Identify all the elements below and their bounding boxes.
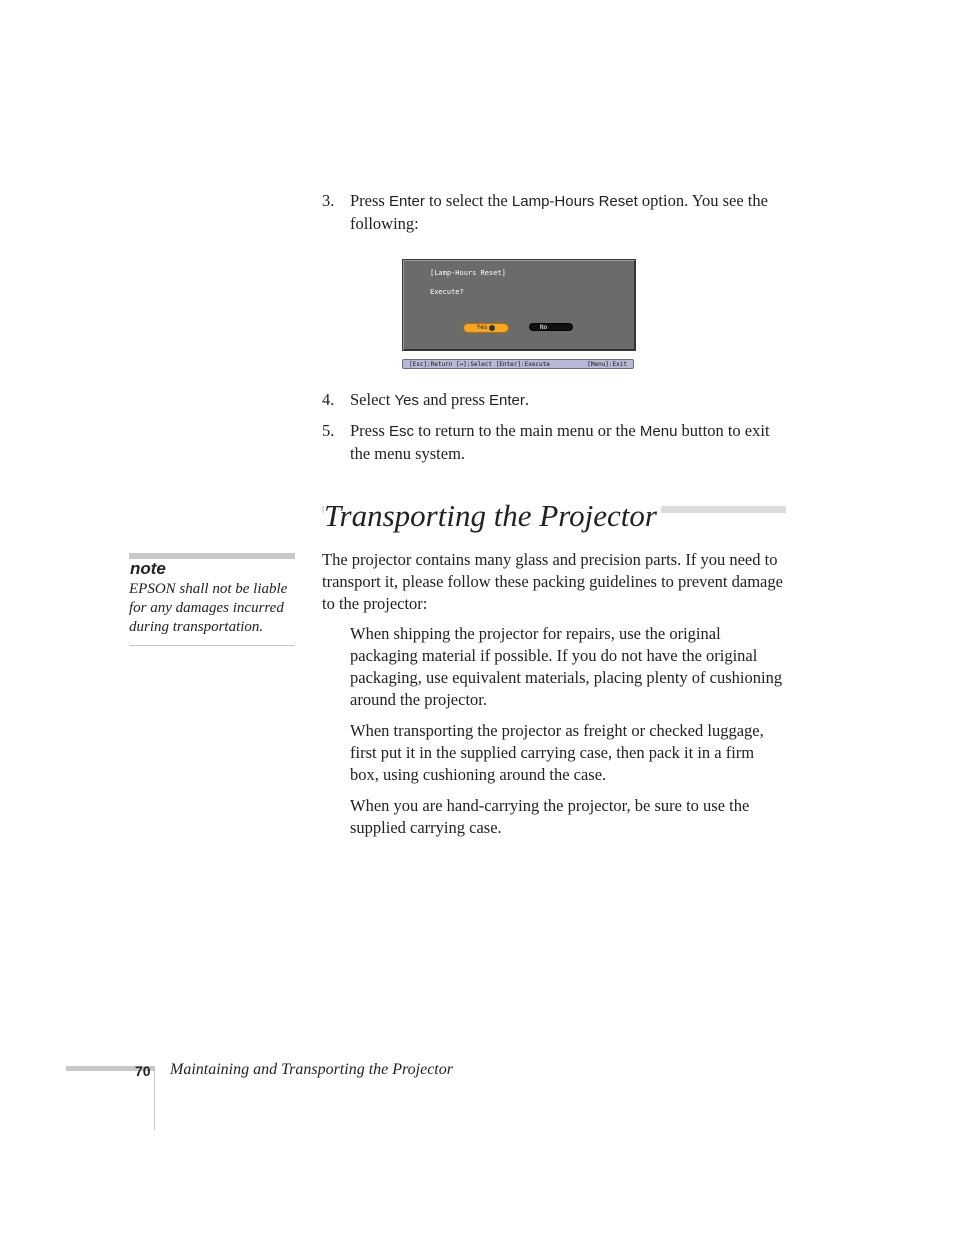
step-number: 4. [322,390,335,409]
no-label: No [540,324,548,331]
help-bar-left: [Esc]:Return [↔]:Select [Enter]:Execute [409,361,550,368]
guideline-paragraph: When shipping the projector for repairs, use the original packaging material if possible. If you do not have the original packaging, use equivalent materials, placing plenty of cushioning around the projector. [350,624,783,709]
step-4 [322,389,784,412]
step-text: Press Enter to select the Lamp-Hours Reset option. You see the following: [350,191,768,233]
key-enter: Enter [489,392,525,409]
step-5 [322,420,784,465]
enter-icon [489,325,495,331]
key-enter: Enter [388,193,425,210]
guideline-paragraph: When you are hand-carrying the projector, be sure to use the supplied carrying case. [350,796,750,837]
yes-label: Yes [476,324,488,331]
step-3 [322,190,784,235]
dialog-title: [Lamp-Hours Reset] [430,269,506,277]
key-menu: Menu [639,423,678,440]
section-heading: Transporting the Projector [324,496,661,536]
intro-paragraph: The projector contains many glass and precision parts. If you need to transport it, please follow these packing guidelines to prevent damage to the projector: [322,550,783,613]
step-number: 5. [322,421,335,440]
option-lamp-hours-reset: Lamp-Hours Reset [511,193,638,210]
yes-button[interactable] [463,323,509,333]
note-label: note [130,559,166,578]
note-text: EPSON shall not be liable for any damages incurred during transportation. [129,581,288,635]
option-yes: Yes [394,392,419,409]
key-esc: Esc [388,423,414,440]
footer-divider [154,1066,155,1130]
footer-chapter-title: Maintaining and Transporting the Projector [170,1061,453,1078]
dialog-help-bar [402,359,634,369]
step-text: Select Yes and press Enter. [350,390,530,409]
step-text: Press Esc to return to the main menu or the Menu button to exit the menu system. [350,421,770,463]
guideline-paragraph: When transporting the projector as freight or checked luggage, first put it in the supplied carrying case, then pack it in a firm box, using cushioning around the case. [350,721,764,784]
help-bar-right: [Menu]:Exit [587,361,627,368]
no-button[interactable] [529,323,573,331]
note-rule-bottom [129,645,295,646]
step-number: 3. [322,191,335,210]
dialog-prompt: Execute? [430,288,464,296]
lamp-hours-reset-dialog [402,259,636,351]
page-number: 70 [135,1063,151,1079]
